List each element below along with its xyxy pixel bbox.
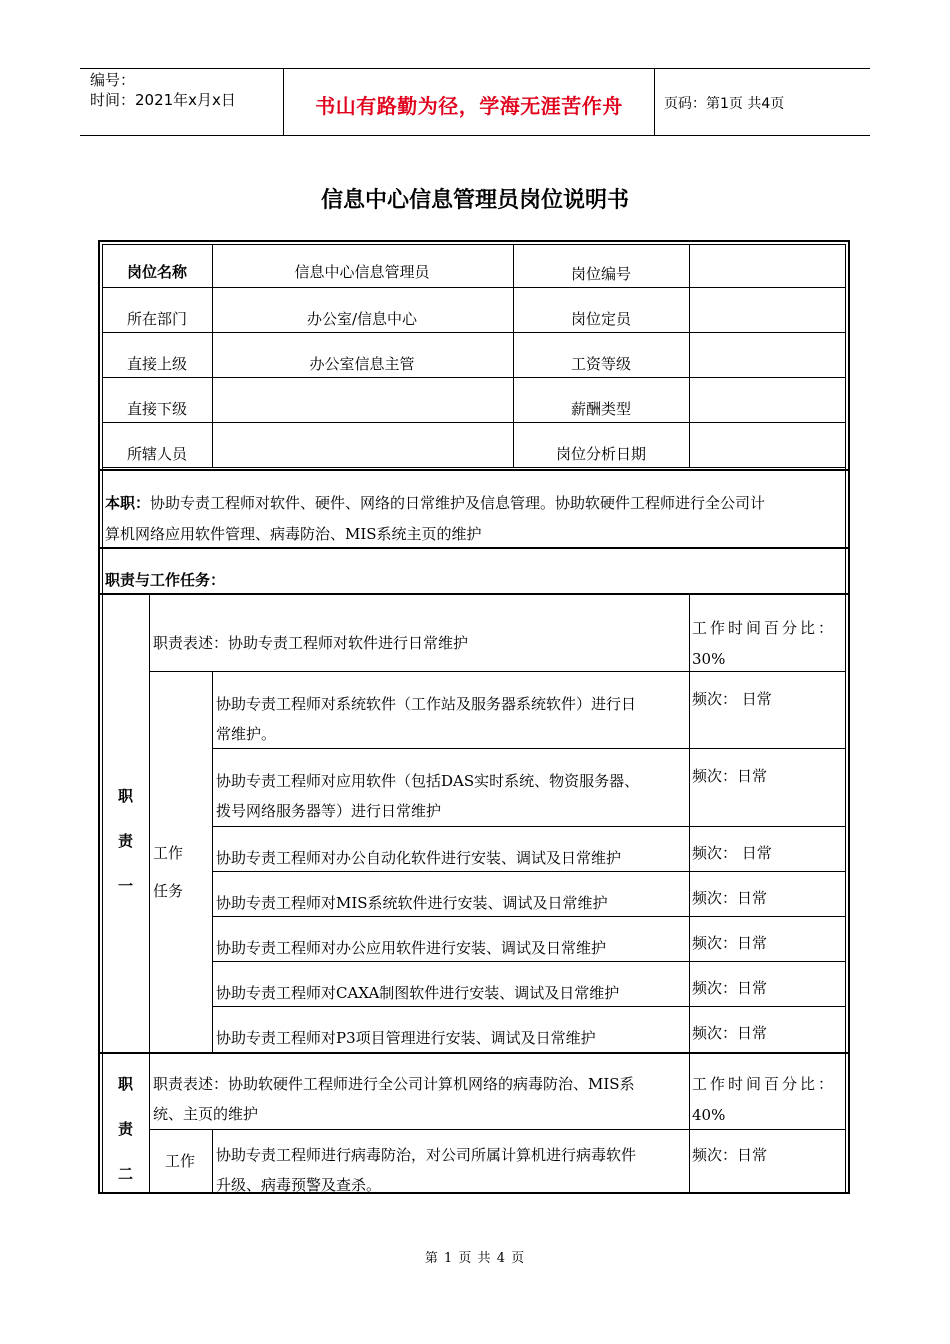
duty1-pct-label	[692, 613, 844, 643]
task-item: 协助专责工程师对P3项目管理进行安装、调试及日常维护	[216, 1029, 596, 1047]
pct-label-text: 工作时间百分比：	[692, 1075, 837, 1093]
task-label-line: 工作	[153, 844, 184, 862]
task-frequency: 频次：日常	[692, 934, 768, 952]
pct-label-text: 工作时间百分比：	[692, 619, 837, 637]
duty1-side-label	[102, 774, 149, 909]
duties-heading: 职责与工作任务：	[105, 571, 226, 589]
header-divider	[283, 68, 284, 136]
task-text: 升级、病毒预警及查杀。	[216, 1176, 382, 1194]
duty1-side-char: 职	[117, 787, 133, 805]
row-rule	[102, 422, 846, 423]
section-rule	[98, 593, 850, 595]
duty1-side-char: 一	[117, 877, 133, 895]
main-duty-label: 本职：	[105, 494, 151, 512]
col-rule	[212, 671, 213, 1053]
task-item: 协助专责工程师对办公自动化软件进行安装、调试及日常维护	[216, 849, 622, 867]
duty2-statement-line: 统、主页的维护	[153, 1105, 259, 1123]
header-motto: 书山有路勤为径，学海无涯苦作舟	[315, 94, 623, 118]
page-footer: 第 1 页 共 4 页	[424, 1251, 526, 1266]
header-meta	[90, 70, 236, 110]
task-item	[216, 766, 639, 826]
header-top-rule	[80, 68, 870, 69]
info-label: 岗位分析日期	[555, 445, 646, 463]
duty1-side-char: 责	[117, 832, 133, 850]
duty2-task-label: 工作	[165, 1152, 196, 1170]
info-label: 直接下级	[126, 400, 187, 418]
row-rule	[102, 467, 846, 468]
row-rule	[149, 671, 846, 672]
task-item: 协助专责工程师对CAXA制图软件进行安装、调试及日常维护	[216, 984, 620, 1002]
info-label: 所在部门	[126, 310, 187, 328]
row-rule	[149, 1129, 846, 1130]
task-label-line: 任务	[153, 882, 184, 900]
col-rule	[689, 244, 690, 468]
main-duty-line1: 协助专责工程师对软件、硬件、网络的日常维护及信息管理。协助软硬件工程师进行全公司计	[150, 494, 766, 512]
col-rule	[689, 595, 690, 1194]
task-text: 协助专责工程师对应用软件（包括DAS实时系统、物资服务器、	[216, 772, 640, 790]
task-item	[216, 1140, 636, 1200]
info-label: 所辖人员	[126, 445, 187, 463]
task-frequency: 频次：日常	[692, 1146, 768, 1164]
col-rule	[149, 595, 150, 1194]
duty2-side-char: 职	[117, 1075, 133, 1093]
info-label: 工资等级	[570, 355, 631, 373]
time-label: 时间：2021年x月x日	[90, 91, 236, 109]
task-text: 协助专责工程师进行病毒防治，对公司所属计算机进行病毒软件	[216, 1146, 637, 1164]
header-divider	[654, 68, 655, 136]
info-label: 岗位编号	[570, 265, 631, 283]
task-frequency: 频次：日常	[692, 889, 768, 907]
page-title: 信息中心信息管理员岗位说明书	[320, 188, 629, 213]
main-duty	[105, 488, 845, 518]
info-value: 办公室信息主管	[309, 355, 415, 373]
header-bottom-rule	[80, 135, 870, 136]
task-text: 拨号网络服务器等）进行日常维护	[216, 802, 442, 820]
duty1-pct-value: 30%	[692, 650, 726, 668]
task-text: 协助专责工程师对系统软件（工作站及服务器系统软件）进行日	[216, 695, 637, 713]
duty1-statement: 职责表述：协助专责工程师对软件进行日常维护	[153, 634, 469, 652]
duty2-pct-label	[692, 1069, 844, 1099]
info-value: 信息中心信息管理员	[294, 263, 430, 281]
row-rule	[212, 826, 846, 827]
info-label: 岗位名称	[126, 263, 187, 281]
col-rule	[212, 1130, 213, 1194]
task-frequency: 频次：日常	[692, 767, 768, 785]
duty2-side-label	[102, 1062, 149, 1197]
task-frequency: 频次： 日常	[692, 844, 772, 862]
info-label: 薪酬类型	[570, 400, 631, 418]
serial-label: 编号：	[90, 71, 136, 89]
task-item: 协助专责工程师对办公应用软件进行安装、调试及日常维护	[216, 939, 607, 957]
task-frequency: 频次： 日常	[692, 690, 772, 708]
task-frequency: 频次：日常	[692, 979, 768, 997]
task-item	[216, 689, 636, 749]
duty2-side-char: 责	[117, 1120, 133, 1138]
duty2-statement	[153, 1069, 635, 1129]
info-label: 岗位定员	[570, 310, 631, 328]
task-text: 常维护。	[216, 725, 277, 743]
row-rule	[102, 287, 846, 288]
info-value: 办公室/信息中心	[306, 310, 418, 328]
duty1-task-label	[153, 834, 183, 910]
task-item: 协助专责工程师对MIS系统软件进行安装、调试及日常维护	[216, 894, 608, 912]
task-frequency: 频次：日常	[692, 1024, 768, 1042]
duty2-statement-line: 职责表述：协助软硬件工程师进行全公司计算机网络的病毒防治、MIS系	[153, 1075, 635, 1093]
section-rule	[98, 469, 850, 471]
info-label: 直接上级	[126, 355, 187, 373]
duty2-side-char: 二	[117, 1165, 133, 1183]
section-rule	[98, 547, 850, 549]
duty2-pct-value: 40%	[692, 1106, 726, 1124]
header-page-info: 页码：第1页 共4页	[664, 96, 785, 112]
main-duty-line2: 算机网络应用软件管理、病毒防治、MIS系统主页的维护	[105, 525, 482, 543]
